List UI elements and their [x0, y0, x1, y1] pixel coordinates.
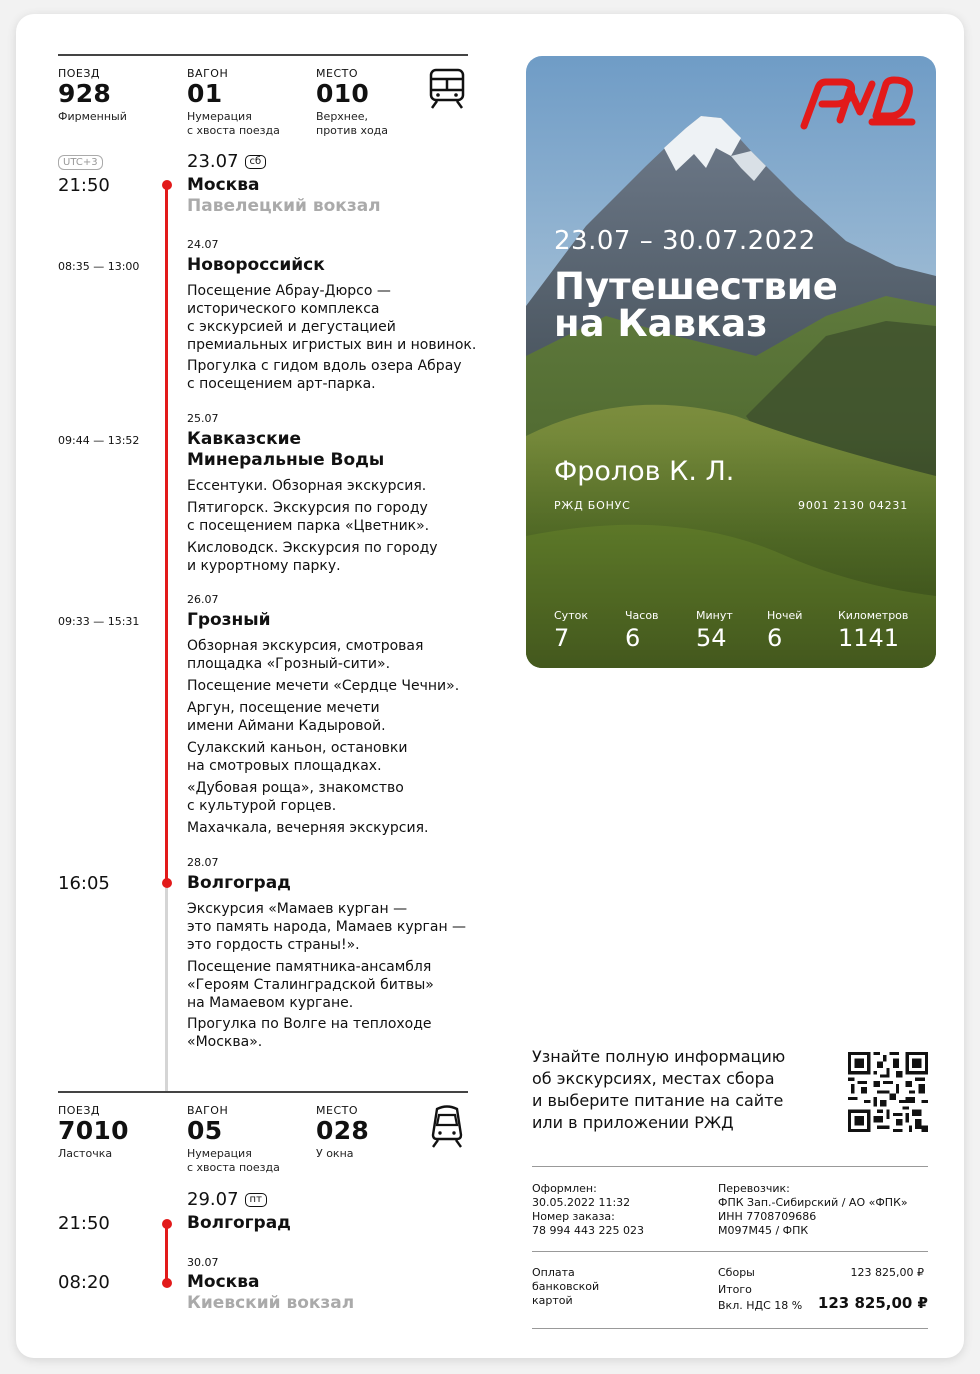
order-number-label: Номер заказа:: [532, 1210, 615, 1223]
stop-date-text: 23.07: [187, 151, 239, 172]
stat-label: Километров: [838, 609, 909, 622]
car-note: Нумерация: [187, 1147, 252, 1160]
stop-city: Волгоград: [187, 1213, 291, 1233]
mountain-photo: [526, 56, 936, 668]
train-label: ПОЕЗД: [58, 1104, 101, 1117]
stop-date: 25.07: [187, 412, 219, 425]
stop-time-range: 09:33 — 15:31: [58, 615, 140, 628]
car-info: [187, 67, 280, 138]
route-line-inactive: [165, 883, 168, 1093]
stat-label: Суток: [554, 609, 588, 622]
stop-city: Москва: [187, 1272, 260, 1292]
trip-card: [526, 56, 936, 668]
stop-dot: [162, 1278, 172, 1288]
stop-date-text: 29.07: [187, 1189, 239, 1210]
stop-city: Волгоград: [187, 873, 291, 893]
stop-time-range: 09:44 — 13:52: [58, 434, 140, 447]
fees-label: Сборы: [718, 1266, 755, 1279]
seat-note: против хода: [316, 124, 389, 137]
arrival-time: 16:05: [58, 873, 110, 894]
train-info: [58, 67, 127, 124]
stop-dot: [162, 180, 172, 190]
stat-days: [554, 609, 588, 652]
order-number-value: 78 994 443 225 023: [532, 1224, 644, 1237]
excursion-item: Прогулка по Волге на теплоходе «Москва».: [187, 1016, 432, 1050]
train-info: [58, 1104, 129, 1161]
carrier-line: ФПК Зап.-Сибирский / АО «ФПК»: [718, 1196, 908, 1209]
rzd-logo: [796, 76, 918, 130]
car-label: ВАГОН: [187, 1104, 229, 1117]
seat-note: У окна: [316, 1147, 354, 1160]
stat-value: 6: [625, 624, 641, 652]
seat-label: МЕСТО: [316, 67, 358, 80]
route-line: [165, 1223, 168, 1283]
stat-label: Часов: [625, 609, 659, 622]
seat-info: [316, 1104, 369, 1161]
stop-station: Павелецкий вокзал: [187, 196, 381, 216]
car-number: 01: [187, 79, 223, 108]
divider: [532, 1166, 928, 1167]
divider: [58, 1091, 468, 1093]
trip-dates: 23.07 – 30.07.2022: [554, 226, 816, 256]
stat-value: 1141: [838, 624, 900, 652]
departure-time: 21:50: [58, 175, 110, 196]
stop-station: Киевский вокзал: [187, 1293, 355, 1313]
train-label: ПОЕЗД: [58, 67, 101, 80]
carrier-line: М097М45 / ФПК: [718, 1224, 809, 1237]
stat-label: Минут: [696, 609, 733, 622]
stop-city: Новороссийск: [187, 255, 325, 275]
stat-value: 7: [554, 624, 570, 652]
seat-number: 010: [316, 79, 370, 108]
carrier-label: Перевозчик:: [718, 1182, 790, 1195]
car-note: с хвоста поезда: [187, 124, 280, 137]
car-note: с хвоста поезда: [187, 1161, 280, 1174]
stop-city: Москва: [187, 175, 260, 195]
car-note: Нумерация: [187, 110, 252, 123]
stop-dot: [162, 1219, 172, 1229]
excursion-item: Аргун, посещение мечети имени Аймани Кадыровой.: [187, 700, 386, 734]
excursion-item: Обзорная экскурсия, смотровая площадка «Грозный-сити».: [187, 638, 424, 672]
stop-date: 24.07: [187, 238, 219, 251]
bonus-card-number: 9001 2130 04231: [798, 499, 908, 512]
carrier-line: ИНН 7708709686: [718, 1210, 817, 1223]
excursion-item: Пятигорск. Экскурсия по городу с посещением парка «Цветник».: [187, 500, 430, 534]
stop-date: [187, 1189, 267, 1210]
issued-label: Оформлен:: [532, 1182, 597, 1195]
stop-date: [187, 151, 266, 172]
stat-value: 54: [696, 624, 727, 652]
departure-time: 21:50: [58, 1213, 110, 1234]
seat-note: Верхнее,: [316, 110, 369, 123]
lastochka-train-icon: [429, 1105, 465, 1149]
stat-label: Ночей: [767, 609, 803, 622]
seat-number: 028: [316, 1116, 370, 1145]
weekday-badge: сб: [245, 155, 267, 169]
train-number: 7010: [58, 1116, 129, 1145]
carrier-info: [718, 1182, 908, 1238]
stat-minutes: [696, 609, 733, 652]
divider: [532, 1251, 928, 1252]
stat-nights: [767, 609, 802, 652]
timezone-badge: UTC+3: [58, 155, 103, 170]
excursion-item: Ессентуки. Обзорная экскурсия.: [187, 478, 427, 494]
train-type: Фирменный: [58, 110, 127, 123]
car-info: [187, 1104, 280, 1175]
stat-kilometers: [838, 609, 908, 652]
issued-value: 30.05.2022 11:32: [532, 1196, 631, 1209]
bonus-label: РЖД БОНУС: [554, 499, 631, 512]
passenger-name: Фролов К. Л.: [554, 456, 735, 487]
stop-date: 26.07: [187, 593, 219, 606]
car-number: 05: [187, 1116, 223, 1145]
weekday-badge: пт: [245, 1193, 267, 1207]
payment-method: Оплата банковской картой: [532, 1266, 600, 1307]
train-type: Ласточка: [58, 1147, 113, 1160]
stat-hours: [625, 609, 659, 652]
total-value: 123 825,00 ₽: [817, 1294, 928, 1312]
stop-date: 30.07: [187, 1256, 219, 1269]
vat-label: Вкл. НДС 18 %: [718, 1299, 803, 1312]
excursion-item: Посещение памятника-ансамбля «Героям Сталинградской битвы» на Мамаевом кургане.: [187, 959, 434, 1011]
arrival-time: 08:20: [58, 1272, 110, 1293]
excursion-item: «Дубовая роща», знакомство с культурой горцев.: [187, 780, 404, 814]
ticket-sheet: [16, 14, 964, 1358]
excursion-item: Посещение Абрау-Дюрсо — исторического комплекса с экскурсией и дегустацией премиальных игристых вин и новинок.: [187, 283, 477, 353]
stop-time-range: 08:35 — 13:00: [58, 260, 140, 273]
car-label: ВАГОН: [187, 67, 229, 80]
trip-title: Путешествие на Кавказ: [554, 265, 838, 345]
seat-info: [316, 67, 388, 138]
excursion-item: Посещение мечети «Сердце Чечни».: [187, 678, 460, 694]
fees-value: 123 825,00 ₽: [850, 1266, 924, 1279]
seat-label: МЕСТО: [316, 1104, 358, 1117]
divider: [532, 1328, 928, 1329]
excursion-item: Кисловодск. Экскурсия по городу и курортному парку.: [187, 540, 438, 574]
order-meta: [532, 1182, 644, 1238]
excursion-item: Экскурсия «Мамаев курган — это память народа, Мамаев курган — это гордость страны!».: [187, 901, 467, 953]
route-line: [165, 185, 168, 883]
stat-value: 6: [767, 624, 783, 652]
info-text: Узнайте полную информацию об экскурсиях, местах сбора и выберите питание на сайте или в приложении РЖД: [532, 1047, 786, 1132]
divider: [58, 54, 468, 56]
stop-dot: [162, 878, 172, 888]
qr-code[interactable]: [848, 1052, 928, 1132]
excursion-item: Сулакский каньон, остановки на смотровых площадках.: [187, 740, 408, 774]
excursion-item: Прогулка с гидом вдоль озера Абрау с посещением арт-парка.: [187, 358, 462, 392]
stop-date: 28.07: [187, 856, 219, 869]
stop-city: Кавказские Минеральные Воды: [187, 429, 385, 470]
train-number: 928: [58, 79, 112, 108]
stop-city: Грозный: [187, 610, 271, 630]
total-label: Итого: [718, 1283, 752, 1296]
train-front-icon: [428, 68, 466, 110]
excursion-item: Махачкала, вечерняя экскурсия.: [187, 820, 429, 836]
